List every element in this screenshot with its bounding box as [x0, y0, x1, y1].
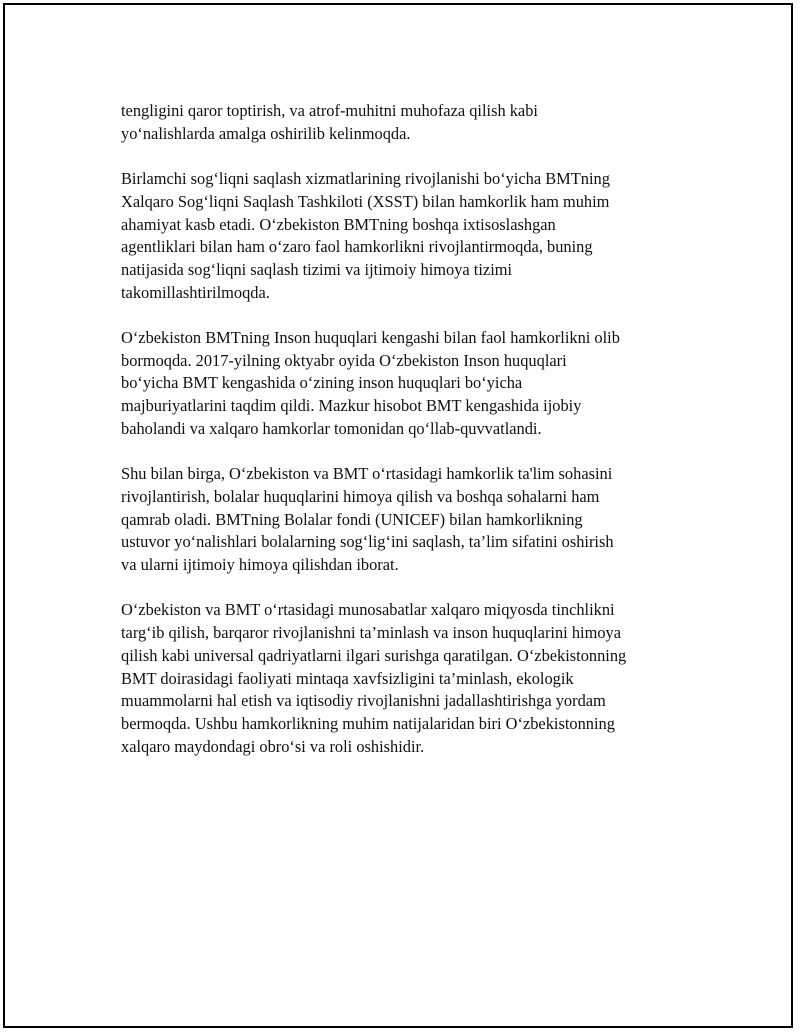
text-line: Birlamchi sog‘liqni saqlash xizmatlarining rivojlanishi bo‘yicha BMTning	[121, 169, 610, 189]
text-line: bermoqda. Ushbu hamkorlikning muhim natijalaridan biri O‘zbekistonning	[121, 713, 615, 733]
page-frame	[3, 3, 793, 1028]
paragraph-2	[121, 168, 701, 304]
paragraph-5	[121, 599, 701, 758]
document-body	[121, 100, 701, 781]
text-line: xalqaro maydondagi obro‘si va roli oshishidir.	[121, 736, 425, 756]
text-line: ustuvor yo‘nalishlari bolalarning sog‘lig‘ini saqlash, ta’lim sifatini oshirish	[121, 532, 614, 552]
text-line: va ularni ijtimoiy himoya qilishdan iborat.	[121, 555, 399, 575]
text-line: rivojlantirish, bolalar huquqlarini himoya qilish va boshqa sohalarni ham	[121, 486, 600, 506]
text-line: O‘zbekiston va BMT o‘rtasidagi munosabatlar xalqaro miqyosda tinchlikni	[121, 600, 615, 620]
text-line: majburiyatlarini taqdim qildi. Mazkur hisobot BMT kengashida ijobiy	[121, 396, 582, 416]
text-line: yo‘nalishlarda amalga oshirilib kelinmoqda.	[121, 123, 411, 143]
text-line: O‘zbekiston BMTning Inson huquqlari kengashi bilan faol hamkorlikni olib	[121, 328, 620, 347]
text-line: targ‘ib qilish, barqaror rivojlanishni ta’minlash va inson huquqlarini himoya	[121, 623, 621, 643]
text-line: muammolarni hal etish va iqtisodiy rivojlanishni jadallashtirishga yordam	[121, 691, 606, 711]
text-line: baholandi va xalqaro hamkorlar tomonidan qo‘llab-quvvatlandi.	[121, 418, 542, 438]
paragraph-1	[121, 100, 701, 145]
paragraph-3	[121, 327, 701, 441]
text-line: tengligini qaror toptirish, va atrof-muhitni muhofaza qilish kabi	[121, 101, 538, 120]
text-line: Shu bilan birga, O‘zbekiston va BMT o‘rtasidagi hamkorlik ta'lim sohasini	[121, 464, 613, 484]
text-line: bormoqda. 2017-yilning oktyabr oyida O‘zbekiston Inson huquqlari	[121, 350, 567, 370]
text-line: Xalqaro Sog‘liqni Saqlash Tashkiloti (XSST) bilan hamkorlik ham muhim	[121, 191, 610, 211]
text-line: qilish kabi universal qadriyatlarni ilgari surishga qaratilgan. O‘zbekistonning	[121, 645, 627, 665]
text-line: ahamiyat kasb etadi. O‘zbekiston BMTning boshqa ixtisoslashgan	[121, 214, 556, 234]
text-line: natijasida sog‘liqni saqlash tizimi va ijtimoiy himoya tizimi	[121, 259, 513, 279]
text-line: agentliklari bilan ham o‘zaro faol hamkorlikni rivojlantirmoqda, buning	[121, 237, 593, 257]
paragraph-4	[121, 463, 701, 577]
text-line: BMT doirasidagi faoliyati mintaqa xavfsizligini ta’minlash, ekologik	[121, 668, 574, 688]
text-line: takomillashtirilmoqda.	[121, 282, 270, 302]
text-line: bo‘yicha BMT kengashida o‘zining inson huquqlari bo‘yicha	[121, 373, 523, 393]
text-line: qamrab oladi. BMTning Bolalar fondi (UNICEF) bilan hamkorlikning	[121, 509, 583, 529]
